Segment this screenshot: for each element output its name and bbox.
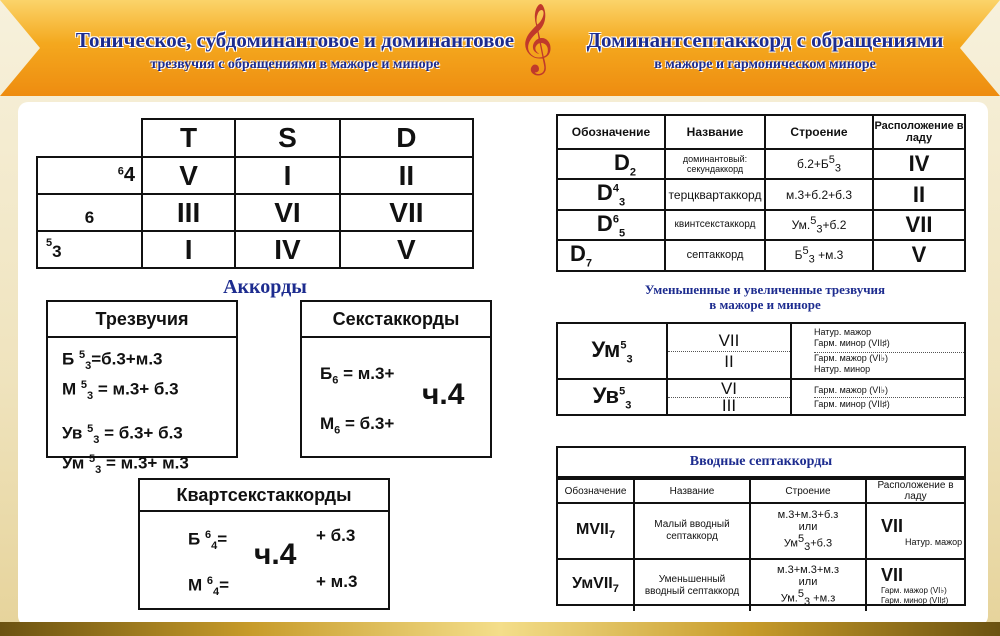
sixth-chords-box: Секстаккорды $Б_6 = м.3+$ $М_6 = б.3+$ ч.4 (300, 300, 492, 458)
decorative-floor (0, 622, 1000, 636)
dim-symbol: $Ум^5_3$ (557, 323, 667, 379)
mvii-symbol: $МVII_7$ (558, 503, 634, 559)
d65-symbol: $D^6_5$ (557, 210, 665, 240)
triads-title: Трезвучия (48, 302, 236, 338)
perfect-fourth: ч.4 (254, 538, 297, 571)
d7-symbol: $D_7$ (557, 240, 665, 270)
header-d: D (340, 119, 473, 157)
row-label: $^6$4 (37, 157, 142, 194)
row-label: $^5_3$ (37, 231, 142, 268)
quart-sixth-box: Квартсекстаккорды Б $^6_4$= М $^6_4$= ч.4 + б.3 + м.3 (138, 478, 390, 610)
header-s: S (235, 119, 340, 157)
d2-symbol: $D_2$ (557, 149, 665, 179)
chords-heading: Аккорды (223, 276, 307, 298)
left-banner-title: Тоническое, субдоминантовое и доминантовое трезвучия с обращениями в мажоре и миноре (75, 28, 515, 72)
quart-title: Квартсекстаккорды (140, 480, 388, 512)
dim-aug-table: $Ум^5_3$ VII II Натур. мажор Гарм. минор (VII♯) Гарм. мажор (VI♭) Натур. минор $Ув^5_3$ VI III Гарм. мажор (VI♭) Гарм. минор (VII♯) (556, 322, 966, 416)
aug-symbol: $Ув^5_3$ (557, 379, 667, 415)
perfect-fourth: ч.4 (422, 378, 465, 411)
dim-aug-heading: Уменьшенные и увеличенные трезвучия в мажоре и миноре (644, 282, 886, 312)
header-t: T (142, 119, 235, 157)
umvii-symbol: УмVII$_7$ (558, 559, 634, 611)
leading-tone-title: Вводные септаккорды (558, 448, 964, 478)
treble-clef-icon: 𝄞 (518, 3, 554, 73)
leading-tone-box: Вводные септаккорды Обозначение Название Строение Расположение в ладу $МVII_7$ Малый вводный септаккорд м.3+м.3+б.з или $Ум^5_3+б.3$ VII Натур. мажор УмVII$_7$ Уменьшенный вводный септаккорд м.3+м.3+м.з или Ум.$^5_3$ +м.з VII Гарм. мажор (VI♭) Гарм. минор (VII♯) (556, 446, 966, 606)
triads-box: Трезвучия Б $^5_3$=б.3+м.3 М $^5_3$ = м.3+ б.3 Ув $^5_3$ = б.3+ б.3 Ум $^5_3$ = м.3+ м.3 (46, 300, 238, 458)
tsd-table: T S D $^6$4 V I II 6 III VI VII $^5_3$ I IV V (36, 118, 474, 269)
dominant-seventh-table: Обозначение Название Строение Расположение в ладу $D_2$ доминантовый: секундаккорд $б.2+Б^5_3$ IV $D^4_3$ терцквартаккорд м.3+б.2+б.3 II $D^6_5$ квинтсекстаккорд Ум.$^5_3$+б.2 VII $D_7$ септаккорд $Б^5_3 +м.3$ V (556, 114, 966, 272)
sixth-title: Секстаккорды (302, 302, 490, 338)
row-label: 6 (37, 194, 142, 231)
right-banner-title: Доминантсептаккорд с обращениями в мажоре и гармоническом миноре (586, 28, 944, 72)
d43-symbol: $D^4_3$ (557, 179, 665, 209)
